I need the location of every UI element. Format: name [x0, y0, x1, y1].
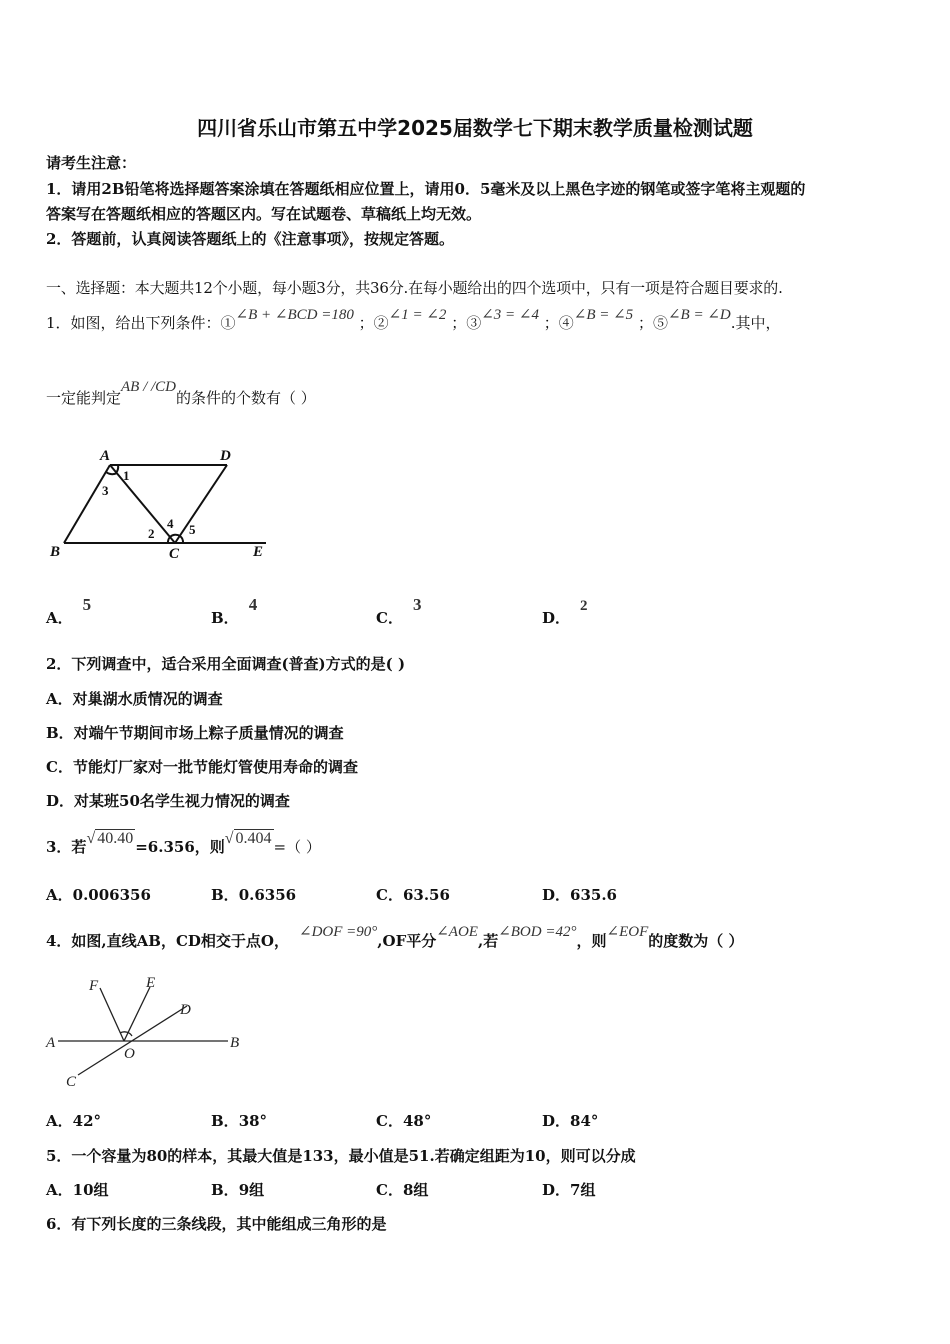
- option-letter: D．: [542, 1181, 571, 1199]
- option-letter: C．: [376, 609, 403, 627]
- question-1-stem-line-2: [46, 379, 316, 408]
- option-letter: B．: [211, 609, 239, 627]
- q4-label-c: C: [66, 1074, 77, 1090]
- q1-label-3: 3: [102, 483, 109, 498]
- q3-option-d[interactable]: [542, 884, 617, 905]
- option-value: 48°: [402, 1112, 432, 1130]
- q4-text-3: ，则: [576, 932, 607, 950]
- option-letter: B．: [211, 886, 239, 904]
- q1-suffix: .其中，: [730, 314, 781, 332]
- option-letter: A．: [46, 1112, 73, 1130]
- notice-item-1-line-2: 答案写在答题纸相应的答题区内。写在试题卷、草稿纸上均无效。: [46, 205, 482, 223]
- option-value: 8组: [402, 1181, 429, 1199]
- option-letter: B．: [211, 1112, 239, 1130]
- q1-sep-2: ；②: [358, 314, 389, 332]
- option-value: 2: [580, 598, 588, 614]
- q1-label-b: B: [50, 544, 61, 560]
- q2-option-a[interactable]: A．对巢湖水质情况的调查: [46, 690, 223, 708]
- question-2-stem: 2．下列调查中，适合采用全面调查(普查)方式的是( ): [46, 655, 406, 673]
- section-heading: 一、选择题：本大题共12个小题，每小题3分，共36分.在每小题给出的四个选项中，只有一项是符合题目要求的.: [46, 279, 783, 297]
- option-value: 3: [412, 595, 422, 614]
- q1-label-2: 2: [148, 526, 155, 541]
- question-4-stem: [46, 924, 744, 951]
- q1-prefix: 1．如图，给出下列条件：①: [46, 314, 236, 332]
- q3-sqrt-2: √ 0.404: [224, 830, 272, 847]
- option-letter: A．: [46, 1181, 73, 1199]
- q4-text-4: 的度数为（ ）: [648, 932, 744, 950]
- option-value: 0.6356: [238, 886, 297, 904]
- option-value: 7组: [570, 1181, 596, 1199]
- q1-option-c[interactable]: [376, 595, 422, 628]
- q4-label-f: F: [89, 978, 99, 994]
- q1-sep-5: ；⑤: [637, 314, 668, 332]
- q3-option-b[interactable]: [211, 884, 296, 905]
- q2-option-b[interactable]: B．对端午节期间市场上粽子质量情况的调查: [46, 724, 344, 742]
- q2-option-c[interactable]: C．节能灯厂家对一批节能灯管使用寿命的调查: [46, 758, 358, 776]
- option-value: 10组: [72, 1181, 109, 1199]
- option-value: 9组: [238, 1181, 265, 1199]
- q4-label-o: O: [124, 1046, 135, 1062]
- q4-label-a: A: [46, 1035, 56, 1051]
- q4-text-2: ,若: [477, 932, 499, 950]
- option-value: 4: [248, 595, 258, 614]
- q4-math-eof: ∠EOF: [606, 924, 649, 940]
- q2-option-d[interactable]: D．对某班50名学生视力情况的调查: [46, 792, 290, 810]
- notice-item-1-line-1: 1．请用2B铅笔将选择题答案涂填在答题纸相应位置上，请用0．5毫米及以上黑色字迹的钢笔或签字笔将主观题的: [46, 180, 806, 198]
- page-title: 四川省乐山市第五中学2025届数学七下期末教学质量检测试题: [197, 116, 753, 140]
- option-letter: D．: [542, 1112, 571, 1130]
- q1-label-e: E: [253, 544, 264, 560]
- q1-line2-prefix: 一定能判定: [46, 389, 122, 407]
- q1-angle-1-arc: [116, 465, 118, 473]
- q4-option-d[interactable]: [542, 1110, 598, 1131]
- q3-option-a[interactable]: [46, 884, 151, 905]
- q1-line2-suffix: 的条件的个数有（ ）: [176, 389, 316, 407]
- q1-option-a[interactable]: [46, 595, 92, 628]
- q1-label-a: A: [100, 448, 111, 464]
- q1-parallel-math: AB / /CD: [121, 379, 177, 395]
- question-1-stem: [46, 307, 781, 333]
- q5-option-c[interactable]: [376, 1179, 428, 1200]
- q1-condition-3: ∠3 = ∠4: [481, 307, 539, 323]
- q3-prefix: 3．若: [46, 838, 87, 856]
- q4-math-aoe: ∠AOE: [436, 924, 478, 940]
- q1-line-ab: [64, 465, 110, 543]
- q3-radicand-1: 40.40: [97, 830, 134, 847]
- q4-label-e: E: [146, 975, 156, 991]
- option-value: 635.6: [570, 886, 617, 904]
- q4-figure: [44, 970, 264, 1092]
- question-5-stem: 5．一个容量为80的样本，其最大值是133，最小值是51.若确定组距为10，则可以分成: [46, 1147, 636, 1165]
- q4-prefix: 4．如图,直线AB，CD相交于点O，: [46, 932, 289, 950]
- question-6-stem: 6．有下列长度的三条线段，其中能组成三角形的是: [46, 1215, 387, 1233]
- q1-line-ac: [110, 465, 175, 543]
- q5-option-a[interactable]: [46, 1179, 109, 1200]
- q1-label-1: 1: [123, 468, 130, 483]
- q4-math-dof: ∠DOF =90°: [299, 924, 378, 940]
- question-3-stem: [46, 830, 321, 857]
- q3-sqrt-1: √ 40.40: [86, 830, 134, 847]
- q4-math-bod: ∠BOD =42°: [498, 924, 577, 940]
- option-letter: C．: [376, 1181, 403, 1199]
- option-letter: B．: [211, 1181, 239, 1199]
- q1-sep-3: ；③: [451, 314, 482, 332]
- q5-option-d[interactable]: [542, 1179, 595, 1200]
- q4-label-d: D: [180, 1002, 191, 1018]
- q4-option-b[interactable]: [211, 1110, 267, 1131]
- q1-label-d: D: [220, 448, 231, 464]
- q5-option-b[interactable]: [211, 1179, 264, 1200]
- option-letter: A．: [46, 609, 73, 627]
- option-value: 0.006356: [72, 886, 151, 904]
- option-letter: D．: [542, 886, 571, 904]
- q1-figure: [44, 442, 274, 567]
- q4-option-c[interactable]: [376, 1110, 431, 1131]
- option-letter: D．: [542, 609, 571, 627]
- notice-item-2: 2．答题前，认真阅读答题纸上的《注意事项》，按规定答题。: [46, 230, 454, 248]
- q1-option-d[interactable]: [542, 598, 588, 628]
- q1-condition-4: ∠B = ∠5: [573, 307, 634, 323]
- option-letter: A．: [46, 886, 73, 904]
- q1-condition-1: ∠B + ∠BCD =180: [235, 307, 354, 323]
- q1-condition-5: ∠B = ∠D: [667, 307, 731, 323]
- q1-label-c: C: [169, 546, 180, 562]
- option-value: 84°: [570, 1112, 599, 1130]
- q3-mid: =6.356，则: [135, 838, 225, 856]
- q1-label-5: 5: [189, 522, 196, 537]
- q3-radicand-2: 0.404: [235, 830, 272, 847]
- q4-option-a[interactable]: [46, 1110, 101, 1131]
- option-value: 5: [82, 595, 92, 614]
- notice-heading: 请考生注意：: [46, 154, 137, 172]
- q1-condition-2: ∠1 = ∠2: [388, 307, 447, 323]
- option-letter: C．: [376, 1112, 403, 1130]
- q1-sep-4: ；④: [543, 314, 574, 332]
- q1-line-dc: [175, 465, 227, 543]
- q4-label-b: B: [230, 1035, 240, 1051]
- q1-option-b[interactable]: [211, 595, 258, 628]
- q1-label-4: 4: [167, 516, 174, 531]
- q4-text-1: ,OF平分: [377, 932, 437, 950]
- q3-option-c[interactable]: [376, 884, 450, 905]
- option-value: 42°: [72, 1112, 102, 1130]
- q1-angle-5-arc: [180, 536, 183, 543]
- option-value: 38°: [238, 1112, 268, 1130]
- option-letter: C．: [376, 886, 403, 904]
- q3-suffix: =（ ）: [273, 838, 321, 856]
- option-value: 63.56: [402, 886, 450, 904]
